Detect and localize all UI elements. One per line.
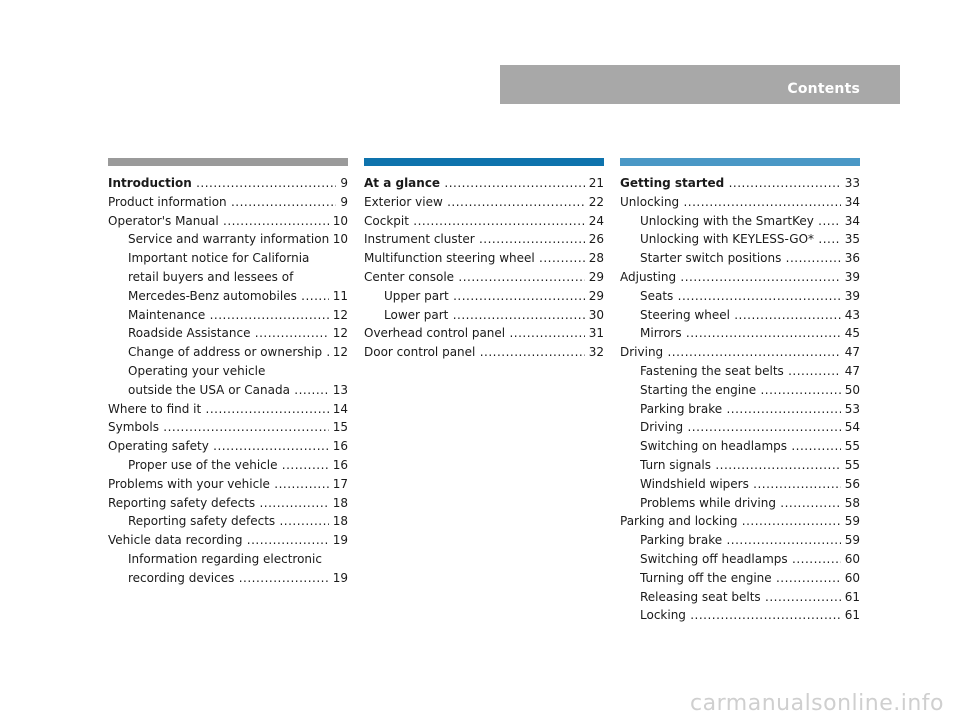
- toc-subentry[interactable]: [108, 569, 348, 588]
- toc-subentry[interactable]: [620, 606, 860, 625]
- toc-entry-title: [128, 569, 329, 588]
- toc-page-number: 10: [332, 213, 348, 228]
- toc-page-number: 47: [844, 363, 860, 378]
- toc-section-heading[interactable]: [620, 174, 860, 193]
- toc-page-number: 32: [588, 345, 604, 360]
- toc-entry-title: [364, 324, 585, 343]
- toc-page-number: 29: [588, 269, 604, 284]
- toc-entry-title: [640, 381, 841, 400]
- toc-page-number: 16: [332, 439, 348, 454]
- toc-subentry[interactable]: [620, 400, 860, 419]
- toc-entry-title-text: Service and warranty information: [128, 232, 329, 247]
- toc-entry-title-text: Parking and locking: [620, 514, 738, 529]
- toc-entry-title: [640, 306, 841, 325]
- toc-page-number: 36: [844, 251, 860, 266]
- toc-entry-title: [620, 268, 841, 287]
- toc-page-number: 61: [844, 608, 860, 623]
- toc-entry-title-text: Turning off the engine: [640, 570, 772, 585]
- section-color-bar: [364, 158, 604, 166]
- toc-entry-title-text: Mercedes-Benz automobiles: [128, 288, 297, 303]
- toc-page-number: 19: [332, 533, 348, 548]
- toc-entry-title-text: Mirrors: [640, 326, 682, 341]
- toc-entry-title: [620, 193, 841, 212]
- toc-entry-title: [384, 287, 585, 306]
- toc-page-number: 58: [844, 495, 860, 510]
- toc-entry[interactable]: [108, 437, 348, 456]
- toc-entry-title: [640, 606, 841, 625]
- toc-column-getting-started: [620, 158, 860, 625]
- toc-entry-title: [364, 212, 585, 231]
- section-color-bar: [108, 158, 348, 166]
- toc-entry-title: [364, 343, 585, 362]
- toc-entry[interactable]: [364, 193, 604, 212]
- toc-entry-title: [128, 381, 329, 400]
- toc-subentry[interactable]: [620, 306, 860, 325]
- toc-entry-title-text: Problems with your vehicle: [108, 476, 270, 491]
- toc-entry-title-text: Operator's Manual: [108, 213, 219, 228]
- toc-subentry[interactable]: [620, 437, 860, 456]
- toc-entry-title: [640, 362, 841, 381]
- toc-entry-title-text: recording devices: [128, 570, 235, 585]
- toc-entry[interactable]: [108, 400, 348, 419]
- toc-subentry[interactable]: [620, 494, 860, 513]
- toc-entry[interactable]: [364, 212, 604, 231]
- toc-page-number: 30: [588, 307, 604, 322]
- toc-page-number: 15: [332, 420, 348, 435]
- toc-page-number: 21: [588, 176, 604, 190]
- toc-entry-title-text: Fastening the seat belts: [640, 363, 784, 378]
- toc-entry[interactable]: [620, 193, 860, 212]
- toc-page-number: 28: [588, 251, 604, 266]
- toc-entry[interactable]: [108, 212, 348, 231]
- toc-entry-title: [640, 588, 841, 607]
- toc-page-number: 61: [844, 589, 860, 604]
- toc-page-number: 13: [332, 382, 348, 397]
- toc-entry[interactable]: [108, 494, 348, 513]
- toc-entry-title-text: Reporting safety defects: [128, 514, 276, 529]
- toc-entry-title: [108, 193, 336, 212]
- toc-entry-title: [128, 362, 344, 381]
- toc-entry-title: [108, 437, 329, 456]
- toc-entry-title-text: Door control panel: [364, 345, 476, 360]
- toc-page-number: 12: [332, 326, 348, 341]
- toc-page-number: 39: [844, 269, 860, 284]
- toc-page-number: 60: [844, 551, 860, 566]
- toc-entry-title-text: retail buyers and lessees of: [128, 269, 294, 284]
- toc-subentry[interactable]: [620, 324, 860, 343]
- toc-subentry[interactable]: [620, 230, 860, 249]
- toc-entry-title: [640, 456, 841, 475]
- toc-entry-title: [364, 268, 585, 287]
- toc-page-number: 14: [332, 401, 348, 416]
- toc-entry-title-text: Steering wheel: [640, 307, 730, 322]
- toc-entry-title-text: Seats: [640, 288, 674, 303]
- toc-entry-title-text: Getting started: [620, 176, 725, 190]
- toc-entry-title: [364, 174, 585, 193]
- toc-entry-title: [364, 230, 585, 249]
- section-color-bar: [620, 158, 860, 166]
- toc-entry-title: [620, 512, 841, 531]
- toc-entry-title-text: Vehicle data recording: [108, 533, 243, 548]
- toc-entry-title-text: Important notice for California: [128, 251, 310, 266]
- toc-entry[interactable]: [364, 230, 604, 249]
- toc-subentry[interactable]: [108, 343, 348, 362]
- toc-entry-title-text: Cockpit: [364, 213, 409, 228]
- toc-subentry[interactable]: [620, 212, 860, 231]
- header-bar: [500, 65, 900, 104]
- toc-subentry[interactable]: [620, 362, 860, 381]
- toc-page-number: 12: [332, 345, 348, 360]
- toc-subentry[interactable]: [620, 588, 860, 607]
- toc-subentry[interactable]: [108, 362, 348, 381]
- toc-entry-title: [640, 212, 841, 231]
- toc-entry-title-text: Problems while driving: [640, 495, 776, 510]
- toc-entry-title: [640, 400, 841, 419]
- toc-entry-title-text: Starter switch positions: [640, 251, 782, 266]
- toc-entry-title-text: Introduction: [108, 176, 192, 190]
- toc-entry-title-text: Center console: [364, 269, 455, 284]
- toc-subentry[interactable]: [620, 249, 860, 268]
- toc-page-number: 59: [844, 514, 860, 529]
- toc-entry-title: [620, 174, 841, 193]
- toc-list: [620, 174, 860, 625]
- toc-page-number: 35: [844, 232, 860, 247]
- toc-page-number: 54: [844, 420, 860, 435]
- toc-entry-title: [128, 249, 344, 268]
- toc-page-number: 47: [844, 345, 860, 360]
- toc-entry-title: [620, 343, 841, 362]
- toc-entry-title-text: Unlocking with KEYLESS-GO*: [640, 232, 815, 247]
- toc-entry-title: [108, 400, 329, 419]
- toc-subentry[interactable]: [620, 381, 860, 400]
- toc-entry-title-text: Unlocking with the SmartKey: [640, 213, 814, 228]
- toc-entry-title-text: Adjusting: [620, 269, 677, 284]
- toc-page-number: 9: [340, 176, 348, 190]
- toc-subentry[interactable]: [108, 306, 348, 325]
- toc-entry-title-text: Where to find it: [108, 401, 202, 416]
- toc-page-number: 18: [332, 514, 348, 529]
- toc-page-number: 31: [588, 326, 604, 341]
- toc-entry-title: [640, 475, 841, 494]
- toc-entry-title: [108, 212, 329, 231]
- toc-entry-title: [640, 531, 841, 550]
- toc-page-number: 55: [844, 457, 860, 472]
- toc-entry[interactable]: [364, 324, 604, 343]
- toc-page-number: 50: [844, 382, 860, 397]
- toc-entry-title-text: Proper use of the vehicle: [128, 457, 278, 472]
- toc-entry[interactable]: [108, 475, 348, 494]
- toc-subentry[interactable]: [364, 287, 604, 306]
- toc-subentry[interactable]: [364, 306, 604, 325]
- toc-entry-title-text: Driving: [640, 420, 684, 435]
- toc-subentry[interactable]: [108, 230, 348, 249]
- toc-entry[interactable]: [364, 268, 604, 287]
- toc-section-heading[interactable]: [108, 174, 348, 193]
- toc-subentry[interactable]: [620, 569, 860, 588]
- toc-entry-title: [364, 249, 585, 268]
- toc-subentry[interactable]: [108, 550, 348, 569]
- toc-page-number: 22: [588, 194, 604, 209]
- toc-entry-title-text: Symbols: [108, 420, 159, 435]
- toc-entry-title: [108, 531, 329, 550]
- toc-entry-title-text: Operating your vehicle: [128, 363, 266, 378]
- toc-entry[interactable]: [108, 531, 348, 550]
- toc-column-introduction: [108, 158, 348, 588]
- toc-page-number: 26: [588, 232, 604, 247]
- toc-entry-title-text: Reporting safety defects: [108, 495, 256, 510]
- toc-entry[interactable]: [108, 193, 348, 212]
- toc-page-number: 33: [844, 176, 860, 190]
- toc-page-number: 55: [844, 439, 860, 454]
- toc-entry-title-text: Switching on headlamps: [640, 439, 788, 454]
- toc-entry[interactable]: [364, 249, 604, 268]
- toc-page-number: 34: [844, 194, 860, 209]
- toc-subentry[interactable]: [620, 287, 860, 306]
- toc-entry-title-text: Exterior view: [364, 194, 443, 209]
- toc-subentry[interactable]: [620, 531, 860, 550]
- toc-entry-title: [108, 418, 329, 437]
- toc-page-number: 19: [332, 570, 348, 585]
- toc-entry-title: [108, 174, 336, 193]
- toc-subentry[interactable]: [620, 475, 860, 494]
- toc-entry-title: [128, 343, 329, 362]
- toc-subentry[interactable]: [620, 550, 860, 569]
- toc-entry-title-text: Releasing seat belts: [640, 589, 761, 604]
- toc-list: [364, 174, 604, 362]
- toc-entry-title: [128, 324, 329, 343]
- toc-subentry[interactable]: [108, 268, 348, 287]
- toc-entry-title-text: Parking brake: [640, 401, 723, 416]
- toc-page-number: 12: [332, 307, 348, 322]
- toc-entry-title-text: Lower part: [384, 307, 449, 322]
- toc-entry-title-text: Unlocking: [620, 194, 680, 209]
- toc-entry-title: [640, 324, 841, 343]
- toc-entry-title-text: Multifunction steering wheel: [364, 251, 535, 266]
- toc-entry-title: [128, 550, 344, 569]
- toc-entry-title: [128, 306, 329, 325]
- toc-entry-title-text: Locking: [640, 608, 686, 623]
- toc-entry-title-text: Starting the engine: [640, 382, 757, 397]
- toc-entry-title-text: Roadside Assistance: [128, 326, 251, 341]
- toc-entry-title: [108, 494, 329, 513]
- toc-subentry[interactable]: [108, 456, 348, 475]
- toc-entry-title: [384, 306, 585, 325]
- toc-entry-title: [640, 287, 841, 306]
- toc-page-number: 60: [844, 570, 860, 585]
- toc-entry-title-text: Information regarding electronic: [128, 551, 322, 566]
- toc-entry-title: [640, 569, 841, 588]
- toc-entry-title: [128, 512, 329, 531]
- toc-subentry[interactable]: [620, 456, 860, 475]
- toc-page-number: 17: [332, 476, 348, 491]
- toc-entry-title-text: Operating safety: [108, 439, 209, 454]
- toc-entry-title-text: Overhead control panel: [364, 326, 506, 341]
- toc-entry-title: [640, 550, 841, 569]
- toc-entry-title-text: Windshield wipers: [640, 476, 749, 491]
- toc-page-number: 34: [844, 213, 860, 228]
- toc-entry-title: [640, 437, 841, 456]
- toc-page-number: 11: [332, 288, 348, 303]
- toc-entry-title-text: Driving: [620, 345, 664, 360]
- toc-list: [108, 174, 348, 588]
- toc-entry-title-text: At a glance: [364, 176, 441, 190]
- toc-entry-title: [640, 418, 841, 437]
- toc-entry-title-text: Parking brake: [640, 533, 723, 548]
- toc-page-number: 24: [588, 213, 604, 228]
- toc-page-number: 16: [332, 457, 348, 472]
- toc-entry-title: [128, 230, 329, 249]
- toc-page-number: 53: [844, 401, 860, 416]
- toc-entry-title: [128, 456, 329, 475]
- toc-entry-title: [640, 230, 841, 249]
- toc-subentry[interactable]: [108, 324, 348, 343]
- toc-entry-title: [640, 249, 841, 268]
- toc-entry-title-text: Upper part: [384, 288, 449, 303]
- toc-entry-title: [128, 287, 329, 306]
- toc-page-number: 29: [588, 288, 604, 303]
- toc-entry[interactable]: [620, 512, 860, 531]
- toc-page-number: 39: [844, 288, 860, 303]
- toc-page-number: 18: [332, 495, 348, 510]
- toc-entry-title-text: Switching off headlamps: [640, 551, 788, 566]
- toc-entry-title-text: outside the USA or Canada: [128, 382, 290, 397]
- toc-entry-title: [128, 268, 344, 287]
- toc-page-number: 59: [844, 533, 860, 548]
- page-title: Contents: [787, 81, 860, 97]
- toc-entry-title-text: Product information: [108, 194, 227, 209]
- toc-entry-title: [364, 193, 585, 212]
- toc-entry[interactable]: [620, 268, 860, 287]
- toc-section-heading[interactable]: [364, 174, 604, 193]
- toc-entry[interactable]: [620, 343, 860, 362]
- toc-subentry[interactable]: [108, 381, 348, 400]
- toc-entry-title: [640, 494, 841, 513]
- toc-page-number: 43: [844, 307, 860, 322]
- toc-entry-title-text: Turn signals: [640, 457, 712, 472]
- toc-subentry[interactable]: [620, 418, 860, 437]
- toc-entry-title: [108, 475, 329, 494]
- toc-subentry[interactable]: [108, 249, 348, 268]
- watermark: carmanualsonline.info: [690, 691, 944, 716]
- toc-entry-title-text: Change of address or ownership: [128, 345, 323, 360]
- toc-page-number: 56: [844, 476, 860, 491]
- toc-entry[interactable]: [108, 418, 348, 437]
- toc-page-number: 10: [332, 232, 348, 247]
- toc-column-at-a-glance: [364, 158, 604, 362]
- toc-entry-title-text: Instrument cluster: [364, 232, 475, 247]
- toc-subentry[interactable]: [108, 512, 348, 531]
- toc-page-number: 45: [844, 326, 860, 341]
- toc-subentry[interactable]: [108, 287, 348, 306]
- toc-page-number: 9: [340, 194, 348, 209]
- toc-entry[interactable]: [364, 343, 604, 362]
- toc-entry-title-text: Maintenance: [128, 307, 206, 322]
